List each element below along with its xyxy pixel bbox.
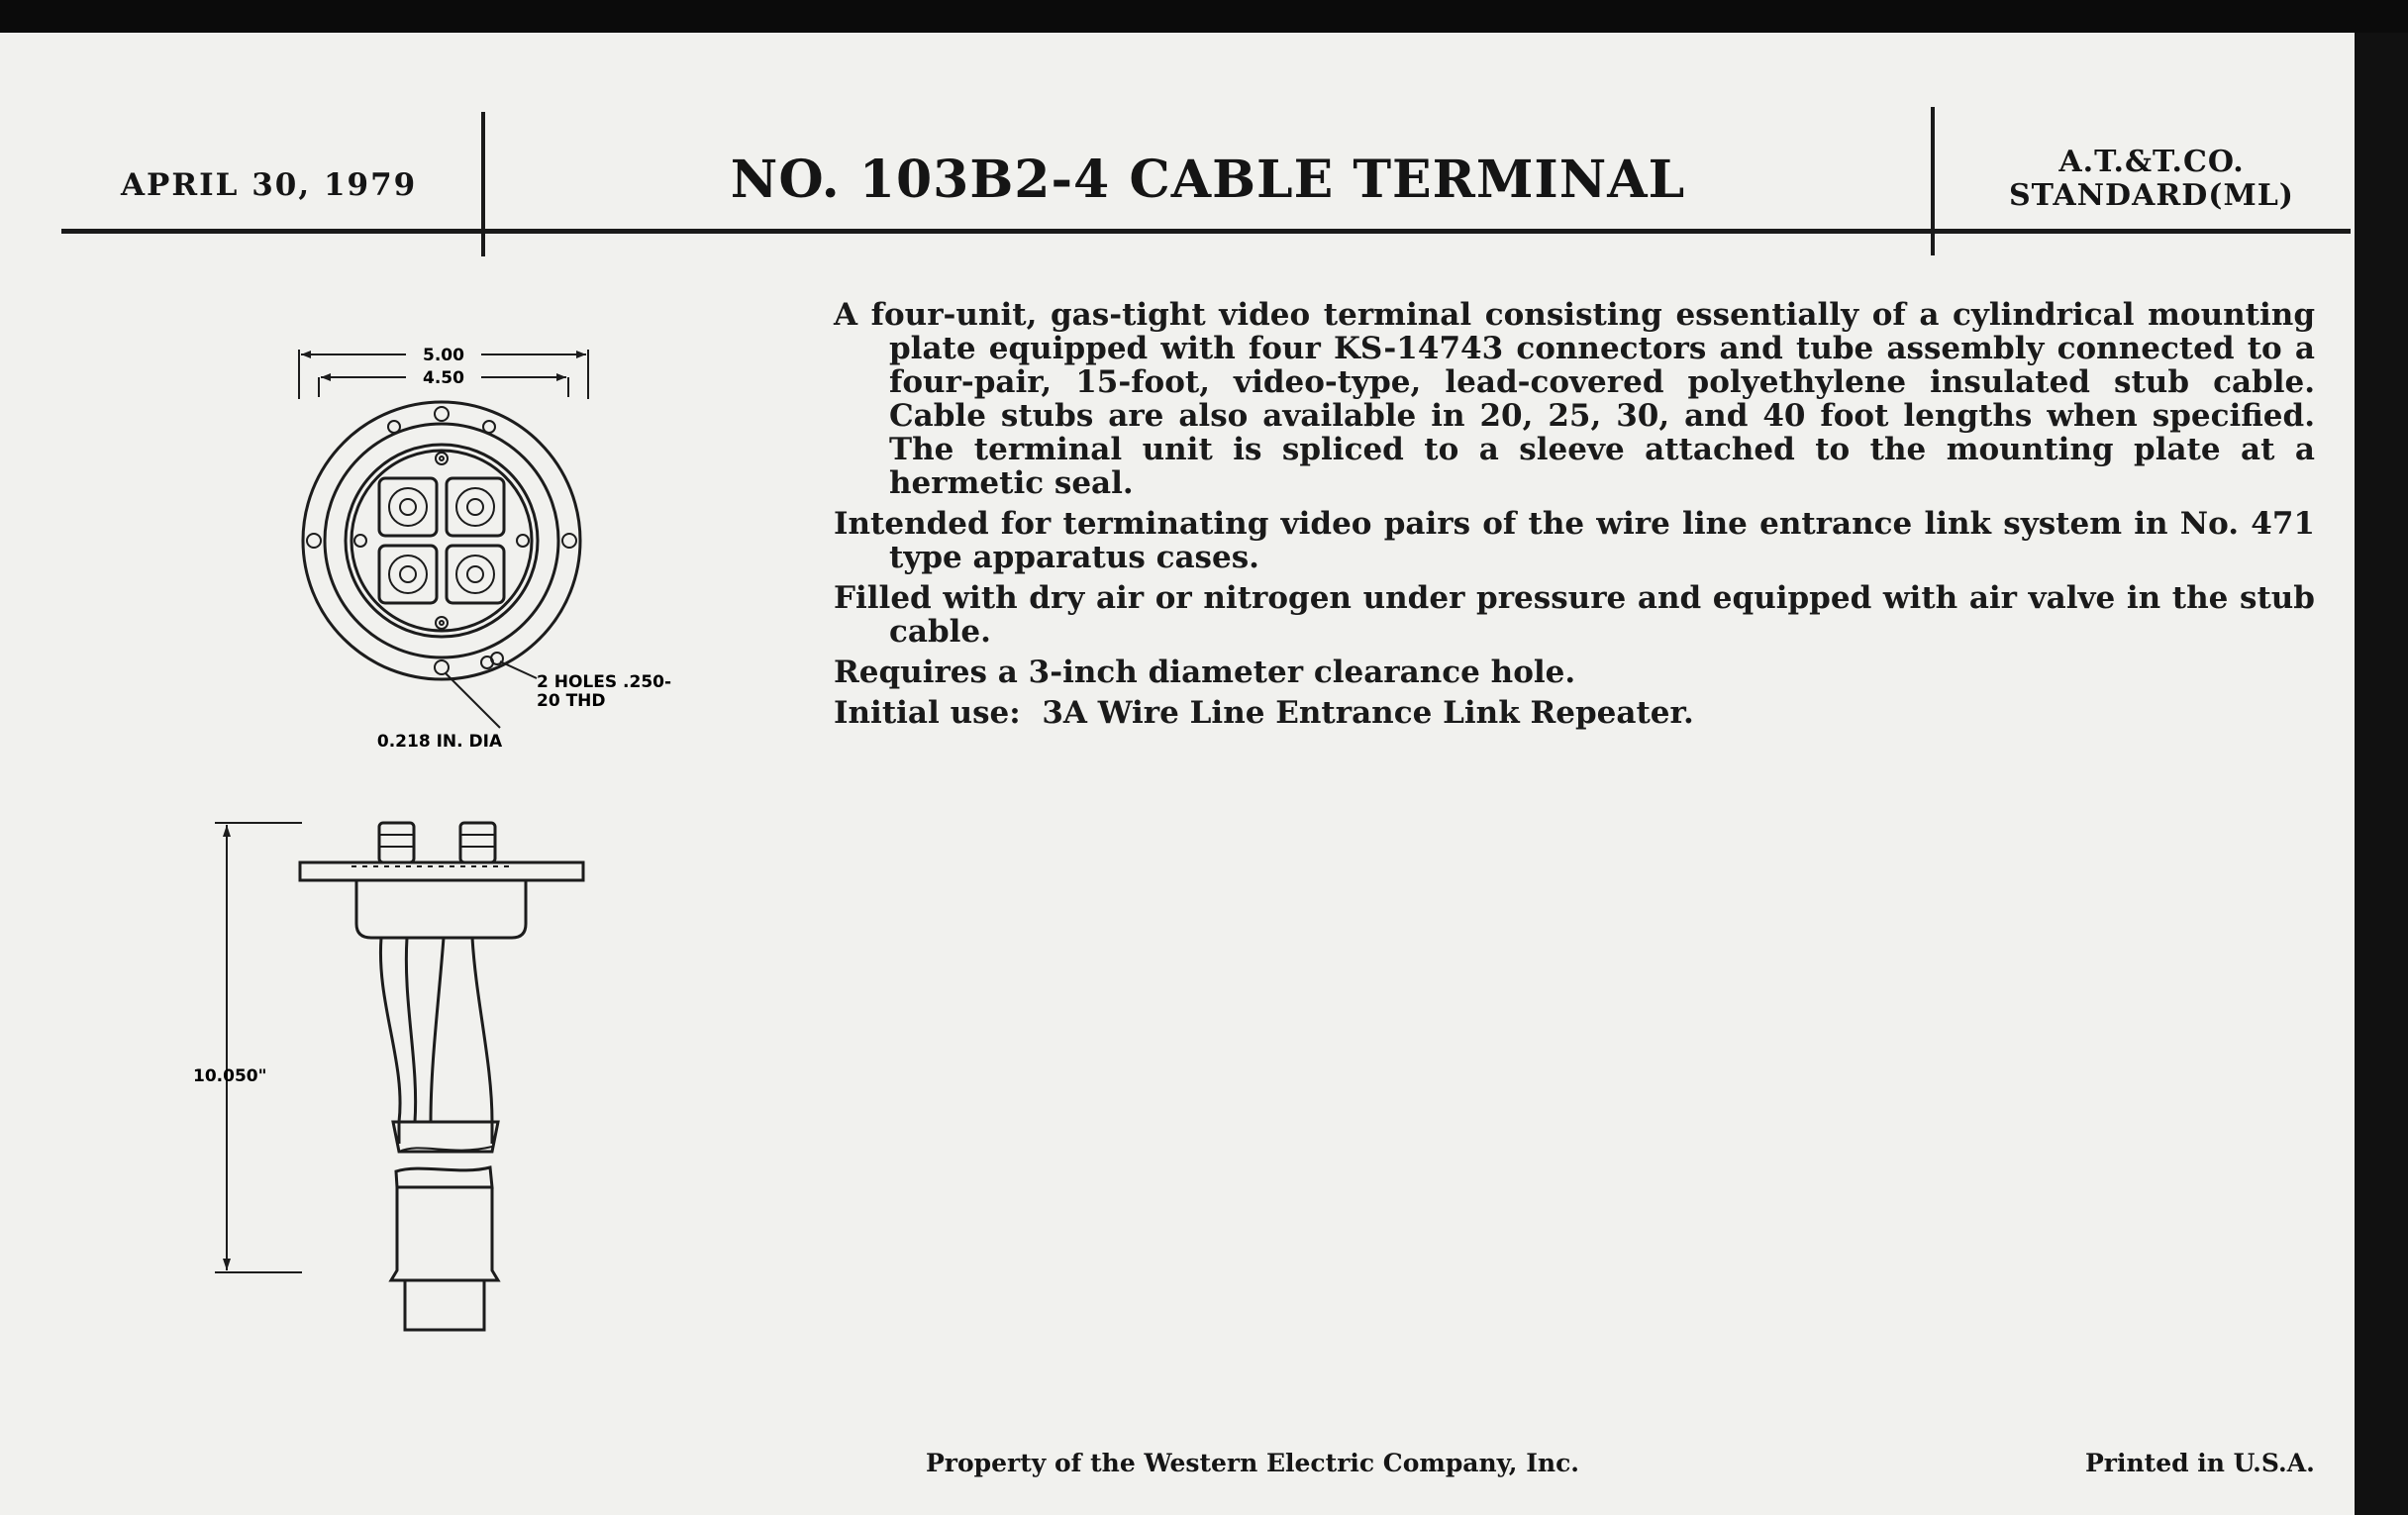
scan-edge bbox=[2355, 33, 2408, 1515]
connector-heads bbox=[379, 823, 495, 862]
standard-label bbox=[1970, 146, 2333, 213]
description-paragraph: Requires a 3-inch diameter clearance hole. bbox=[834, 655, 1576, 690]
description-paragraph: Filled with dry air or nitrogen under pressure and equipped with air valve in the stub cable. bbox=[834, 580, 2315, 650]
hole-dia-label: 0.218 IN. DIA bbox=[376, 732, 503, 752]
catalog-card bbox=[0, 33, 2355, 1515]
mounting-plate bbox=[300, 862, 583, 938]
holes-label-line-2: 20 THD bbox=[537, 691, 606, 711]
dim-outer-label: 5.00 bbox=[423, 346, 464, 365]
initial-use bbox=[834, 696, 2315, 730]
header-rule bbox=[61, 229, 2351, 234]
cable-tubes bbox=[380, 938, 492, 1144]
header-date: APRIL 30, 1979 bbox=[121, 167, 418, 203]
description bbox=[834, 298, 2315, 737]
description-paragraph: Intended for terminating video pairs of the wire line entrance link system in No. 471 type apparatus cases. bbox=[834, 506, 2315, 575]
standard-line-1: A.T.&T.CO. bbox=[2058, 145, 2245, 179]
standard-line-2: STANDARD(ML) bbox=[2009, 178, 2294, 213]
footer-printed: Printed in U.S.A. bbox=[2085, 1449, 2315, 1477]
height-dimension bbox=[215, 823, 302, 1272]
side-view-drawing bbox=[183, 775, 599, 1340]
initial-use-value: 3A Wire Line Entrance Link Repeater. bbox=[1042, 695, 1694, 731]
description-paragraph: A four-unit, gas-tight video terminal consisting essentially of a cylindrical mounting plate equipped with four KS-14743 connectors and tube assembly connected to a four-pair, 15-foot, video-type, lead-covered polyethylene insulated stub cable. Cable stubs are also available in 20, 25, 30, and 40 foot lengths when specified. The terminal unit is spliced to a sleeve attached to the mounting plate at a hermetic seal. bbox=[834, 297, 2315, 501]
initial-use-label: Initial use: bbox=[834, 695, 1021, 731]
height-label: 10.050" bbox=[193, 1066, 267, 1086]
connector-array bbox=[379, 478, 504, 603]
dim-inner-label: 4.50 bbox=[423, 368, 464, 388]
page-title: NO. 103B2-4 CABLE TERMINAL bbox=[730, 150, 1686, 210]
top-view-drawing bbox=[277, 300, 713, 765]
holes-label-line-1: 2 HOLES .250- bbox=[537, 672, 672, 692]
mounting-flange bbox=[303, 402, 580, 679]
cable-sheath bbox=[391, 1122, 498, 1330]
footer-property: Property of the Western Electric Company, Inc. bbox=[926, 1449, 1580, 1477]
